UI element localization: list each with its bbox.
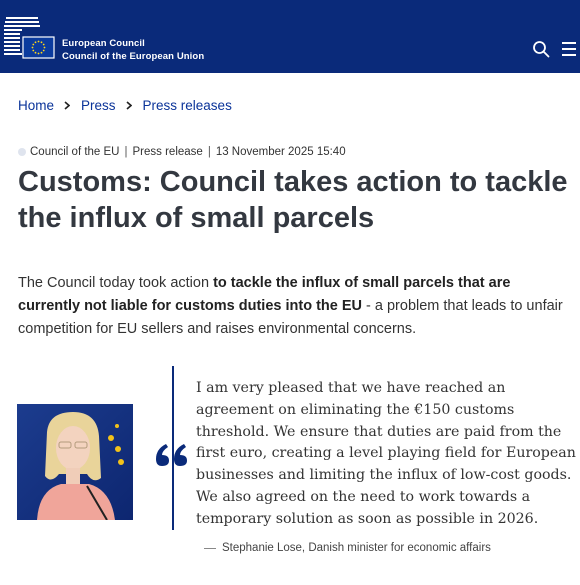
eu-star-icon: [43, 44, 45, 46]
lead-bold: to tackle the influx of small parcels that are currently not liable for customs duties into the EU: [18, 275, 511, 314]
lead-rest: - a problem that leads to unfair competition for EU sellers and raises environmental concerns.: [18, 298, 563, 337]
org-line-1: European Council: [62, 38, 145, 49]
meta-divider: |: [124, 146, 128, 158]
lead-intro: The Council today took action: [18, 275, 214, 291]
council-logo-icon[interactable]: [4, 16, 56, 60]
eu-star-icon: [35, 41, 37, 43]
breadcrumb: [18, 98, 232, 113]
meta-source: Council of the EU: [30, 146, 120, 158]
minister-quote: I am very pleased that we have reached an agreement on eliminating the €150 customs threshold. We ensure that duties are paid from the first euro, creating a level playing field for European businesses and limiting the influx of low-cost goods. We also agreed on the need to work towards a temporary solution as soon as possible in 2026.: [196, 380, 576, 527]
org-line-2: Council of the European Union: [62, 51, 205, 62]
chevron-right-icon: [126, 101, 132, 110]
breadcrumb-home[interactable]: Home: [18, 98, 55, 113]
eu-star-icon: [44, 47, 46, 49]
quote-mark-icon: [156, 444, 188, 466]
search-icon[interactable]: [532, 40, 550, 58]
attribution-dash: [204, 548, 216, 549]
eu-star-icon: [38, 53, 40, 55]
eu-star-icon: [41, 41, 43, 43]
meta-type: Press release: [132, 146, 203, 158]
site-header: [0, 0, 580, 73]
eu-flag-icon: [23, 37, 54, 58]
eu-star-icon: [38, 41, 40, 43]
lead-paragraph: [18, 272, 574, 341]
page-title: Customs: Council takes action to tackle the influx of small parcels: [18, 166, 568, 234]
chevron-right-icon: [64, 101, 70, 110]
eu-star-icon: [32, 47, 34, 49]
eu-star-icon: [41, 52, 43, 54]
eu-star-icon: [32, 50, 34, 52]
eu-star-icon: [43, 50, 45, 52]
meta-divider: |: [207, 146, 211, 158]
breadcrumb-press-releases[interactable]: Press releases: [142, 98, 232, 113]
source-dot-icon: [18, 148, 26, 156]
meta-datetime: 13 November 2025 15:40: [215, 146, 346, 158]
menu-icon[interactable]: [562, 41, 576, 57]
eu-star-icon: [32, 44, 34, 46]
quote-attribution: [204, 542, 491, 554]
eu-star-icon: [35, 52, 37, 54]
article-meta: [18, 146, 346, 158]
breadcrumb-press[interactable]: Press: [81, 98, 116, 113]
organisation-name[interactable]: [62, 37, 204, 63]
minister-photo: [17, 404, 133, 520]
attribution-text: Stephanie Lose, Danish minister for economic affairs: [222, 542, 491, 554]
